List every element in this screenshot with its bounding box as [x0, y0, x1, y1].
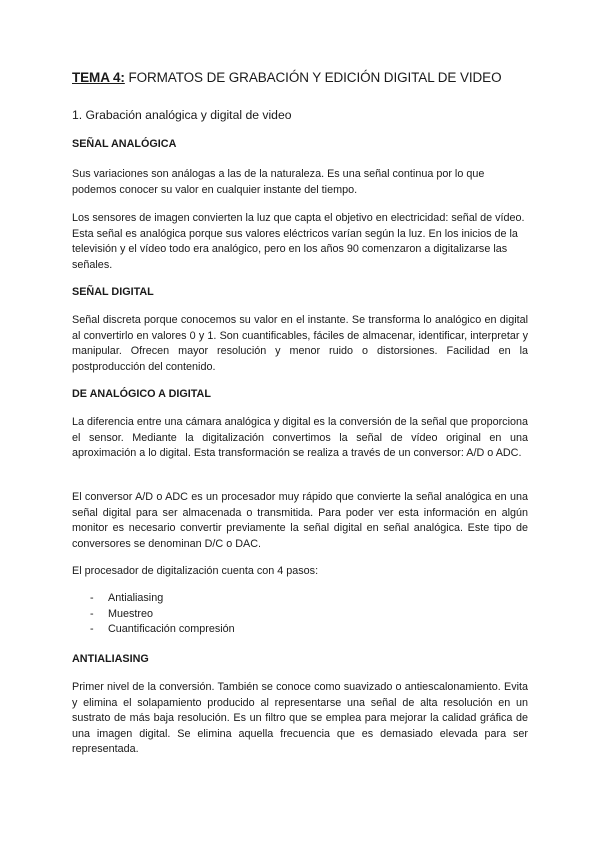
paragraph-conversion-3: El procesador de digitalización cuenta con 4 pasos: [72, 565, 319, 577]
paragraph-antialiasing-1: Primer nivel de la conversión. También se conoce como suavizado o antiescalonamiento. Evita y elimina el solapamiento producido al representarse una señal de alta resolución en un sustrato de más baja resolución. Es un filtro que se emplea para mejorar la calidad gráfica de una imagen digital. Se elimina aquella frecuencia que es demasiado elevada para ser representada. [72, 681, 528, 755]
list-dash-marker: - [90, 592, 94, 604]
paragraph-digital-1: Señal discreta porque conocemos su valor en el instante. Se transforma lo analógico en digital al convertirlo en valores 0 y 1. Son cuantificables, fáciles de almacenar, identificar, interpretar y manipular. Ofrecen mayor resolución y menor ruido o distorsiones. Facilidad en la postproducción del contenido. [72, 314, 528, 373]
paragraph-analogica-1: Sus variaciones son análogas a las de la naturaleza. Es una señal continua por lo que podemos conocer su valor en cualquier instante del tiempo. [72, 168, 485, 196]
list-dash-marker: - [90, 623, 94, 635]
list-item: - Cuantificación compresión [72, 622, 235, 638]
title-topic-number: TEMA 4: [72, 70, 125, 85]
paragraph-analogica-2: Los sensores de imagen convierten la luz que capta el objetivo en electricidad: señal de vídeo. Esta señal es analógica porque sus valores eléctricos varían según la luz. En los inicios de la televisión y el vídeo todo era analógico, pero en los años 90 comenzaron a digitalizarse las señales. [72, 212, 525, 271]
list-dash-marker: - [90, 607, 94, 620]
paragraph-conversion-1: La diferencia entre una cámara analógica y digital es la conversión de la señal que proporciona el sensor. Mediante la digitalización convertimos la señal de vídeo original en una aproximación a lo digital. Esta transformación se realiza a través de un conversor: A/D o ADC. [72, 416, 528, 459]
title-text: FORMATOS DE GRABACIÓN Y EDICIÓN DIGITAL DE VIDEO [124, 70, 502, 85]
digitization-steps-list [72, 591, 235, 638]
list-item: - Antialiasing [72, 591, 235, 607]
section-subtitle: 1. Grabación analógica y digital de video [72, 108, 292, 122]
list-item: - Muestreo [72, 607, 235, 623]
heading-analogico-a-digital: DE ANALÓGICO A DIGITAL [72, 388, 211, 400]
heading-antialiasing: ANTIALIASING [72, 653, 149, 665]
heading-senal-analogica: SEÑAL ANALÓGICA [72, 138, 177, 150]
paragraph-conversion-2: El conversor A/D o ADC es un procesador muy rápido que convierte la señal analógica en una señal digital para ser almacenada o transmitida. Para poder ver esta información en algún monitor es necesario convertir previamente la señal digital en señal analógica. Este tipo de conversores se denominan D/C o DAC. [72, 491, 528, 550]
heading-senal-digital: SEÑAL DIGITAL [72, 286, 154, 298]
document-title [72, 70, 501, 85]
